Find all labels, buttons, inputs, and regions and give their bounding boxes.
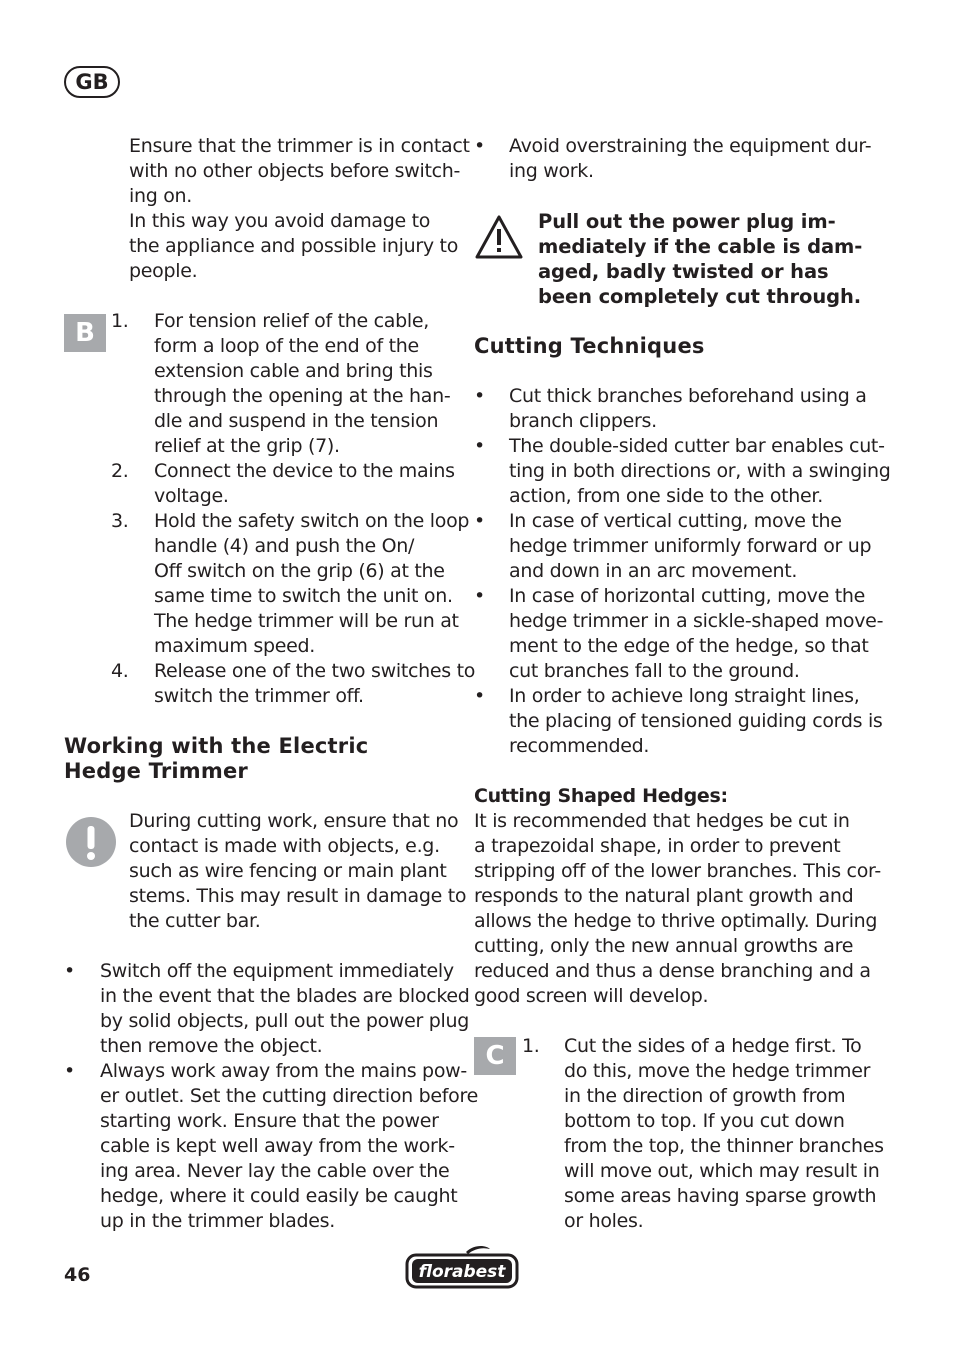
section-heading-cutting — [474, 334, 705, 359]
language-badge: GB — [64, 66, 120, 98]
list-line: hedge trimmer uniformly forward or up — [509, 535, 872, 557]
list-line: hedge trimmer in a sickle-shaped move- — [509, 610, 884, 632]
list-line: recommended. — [509, 735, 650, 757]
bullet-symbol: • — [474, 385, 485, 407]
bullet-symbol: • — [474, 585, 485, 607]
list-line: hedge, where it could easily be caught — [100, 1185, 458, 1207]
step-line: through the opening at the han- — [154, 385, 451, 407]
step-line: Hold the safety switch on the loop — [154, 510, 470, 532]
intro-line: with no other objects before switch- — [129, 160, 461, 182]
step-item — [111, 659, 476, 709]
list-item — [474, 509, 874, 584]
step-line: some areas having sparse growth — [564, 1185, 877, 1207]
list-line: starting work. Ensure that the power — [100, 1110, 439, 1132]
list-item — [474, 584, 884, 684]
florabest-logo — [404, 1244, 520, 1290]
list-line: and down in an arc movement. — [509, 560, 798, 582]
list-line: In case of vertical cutting, move the — [509, 510, 842, 532]
intro-line: Ensure that the trimmer is in contact — [129, 135, 470, 157]
step-item — [111, 309, 456, 459]
paragraph-line: It is recommended that hedges be cut in — [474, 810, 850, 832]
step-line: voltage. — [154, 485, 229, 507]
step-line: from the top, the thinner branches — [564, 1135, 884, 1157]
step-number: 4. — [111, 660, 129, 682]
step-line: same time to switch the unit on. — [154, 585, 453, 607]
list-line: In order to achieve long straight lines, — [509, 685, 860, 707]
bullet-symbol: • — [64, 960, 75, 982]
step-line: bottom to top. If you cut down — [564, 1110, 845, 1132]
notice-line: stems. This may result in damage to — [129, 885, 467, 907]
right-top-bullet — [474, 134, 874, 184]
warning-text — [538, 209, 862, 309]
step-line: Off switch on the grip (6) at the — [154, 560, 445, 582]
list-item — [474, 384, 874, 434]
list-line: branch clippers. — [509, 410, 657, 432]
paragraph-line: good screen will develop. — [474, 985, 709, 1007]
step-line: do this, move the hedge trimmer — [564, 1060, 871, 1082]
list-item — [474, 134, 874, 184]
list-line: Always work away from the mains pow- — [100, 1060, 467, 1082]
list-line: Cut thick branches beforehand using a — [509, 385, 867, 407]
list-line: then remove the object. — [100, 1035, 323, 1057]
step-number: 2. — [111, 460, 129, 482]
section-c-badge: C — [474, 1037, 516, 1075]
list-line: cut branches fall to the ground. — [509, 660, 800, 682]
warning-line: mediately if the cable is dam- — [538, 235, 863, 258]
step-line: Release one of the two switches to — [154, 660, 476, 682]
section-b-badge: B — [64, 314, 106, 352]
step-number: 1. — [111, 310, 129, 332]
paragraph-line: responds to the natural plant growth and — [474, 885, 854, 907]
bullet-symbol: • — [474, 685, 485, 707]
heading-line: Cutting Techniques — [474, 334, 705, 358]
step-line: For tension relief of the cable, — [154, 310, 429, 332]
section-heading-working — [64, 734, 368, 784]
list-line: In case of horizontal cutting, move the — [509, 585, 865, 607]
step-line: in the direction of growth from — [564, 1085, 846, 1107]
list-line: action, from one side to the other. — [509, 485, 823, 507]
intro-line: the appliance and possible injury to — [129, 235, 459, 257]
intro-line: ing on. — [129, 185, 193, 207]
paragraph-line: stripping off of the lower branches. This cor- — [474, 860, 881, 882]
step-line: Connect the device to the mains — [154, 460, 455, 482]
bullet-symbol: • — [474, 435, 485, 457]
step-line: extension cable and bring this — [154, 360, 433, 382]
step-line: will move out, which may result in — [564, 1160, 880, 1182]
notice-paragraph — [129, 809, 466, 934]
step-line: or holes. — [564, 1210, 644, 1232]
list-line: up in the trimmer blades. — [100, 1210, 335, 1232]
list-line: ment to the edge of the hedge, so that — [509, 635, 869, 657]
list-line: by solid objects, pull out the power plug — [100, 1010, 470, 1032]
list-item — [64, 959, 470, 1059]
heading-line: Hedge Trimmer — [64, 759, 248, 783]
list-line: cable is kept well away from the work- — [100, 1135, 455, 1157]
section-c-steps — [522, 1034, 884, 1234]
list-line: Switch off the equipment immediately — [100, 960, 454, 982]
step-line: dle and suspend in the tension — [154, 410, 439, 432]
step-line: switch the trimmer off. — [154, 685, 364, 707]
notice-line: the cutter bar. — [129, 910, 261, 932]
step-line: relief at the grip (7). — [154, 435, 340, 457]
warning-line: been completely cut through. — [538, 285, 862, 308]
right-bullet-list — [474, 384, 891, 759]
step-number: 1. — [522, 1035, 540, 1057]
left-bullet-list — [64, 959, 478, 1234]
section-b-steps — [111, 309, 476, 709]
intro-line: people. — [129, 260, 198, 282]
list-line: er outlet. Set the cutting direction before — [100, 1085, 478, 1107]
notice-line: contact is made with objects, e.g. — [129, 835, 440, 857]
warning-triangle-icon — [474, 214, 524, 260]
step-item — [111, 509, 470, 659]
warning-line: Pull out the power plug im- — [538, 210, 836, 233]
bullet-symbol: • — [474, 510, 485, 532]
list-line: the placing of tensioned guiding cords is — [509, 710, 883, 732]
notice-line: During cutting work, ensure that no — [129, 810, 459, 832]
bullet-symbol: • — [474, 135, 485, 157]
paragraph-line: allows the hedge to thrive optimally. During — [474, 910, 878, 932]
step-line: Cut the sides of a hedge first. To — [564, 1035, 862, 1057]
page-number: 46 — [64, 1264, 91, 1286]
warning-line: aged, badly twisted or has — [538, 260, 829, 283]
list-line: Avoid overstraining the equipment dur- — [509, 135, 872, 157]
list-line: The double-sided cutter bar enables cut- — [509, 435, 885, 457]
list-line: in the event that the blades are blocked — [100, 985, 470, 1007]
list-line: ting in both directions or, with a swinging — [509, 460, 891, 482]
bullet-symbol: • — [64, 1060, 75, 1082]
list-item — [474, 684, 883, 759]
list-line: ing area. Never lay the cable over the — [100, 1160, 450, 1182]
list-item — [64, 1059, 478, 1234]
step-line: handle (4) and push the On/ — [154, 535, 415, 557]
subheading: Cutting Shaped Hedges: — [474, 785, 728, 807]
intro-paragraph — [129, 134, 470, 284]
step-item — [111, 459, 456, 509]
step-line: maximum speed. — [154, 635, 316, 657]
paragraph-line: cutting, only the new annual growths are — [474, 935, 854, 957]
heading-line: Working with the Electric — [64, 734, 369, 758]
step-line: form a loop of the end of the — [154, 335, 419, 357]
intro-line: In this way you avoid damage to — [129, 210, 431, 232]
paragraph-line: reduced and thus a dense branching and a — [474, 960, 871, 982]
step-item — [522, 1034, 884, 1234]
step-line: The hedge trimmer will be run at — [154, 610, 459, 632]
step-number: 3. — [111, 510, 129, 532]
svg-text:florabest: florabest — [418, 1262, 506, 1282]
notice-icon — [65, 816, 117, 868]
shaped-hedges-block — [474, 784, 881, 1009]
paragraph-line: a trapezoidal shape, in order to prevent — [474, 835, 841, 857]
list-item — [474, 434, 891, 509]
list-line: ing work. — [509, 160, 594, 182]
notice-line: such as wire fencing or main plant — [129, 860, 447, 882]
